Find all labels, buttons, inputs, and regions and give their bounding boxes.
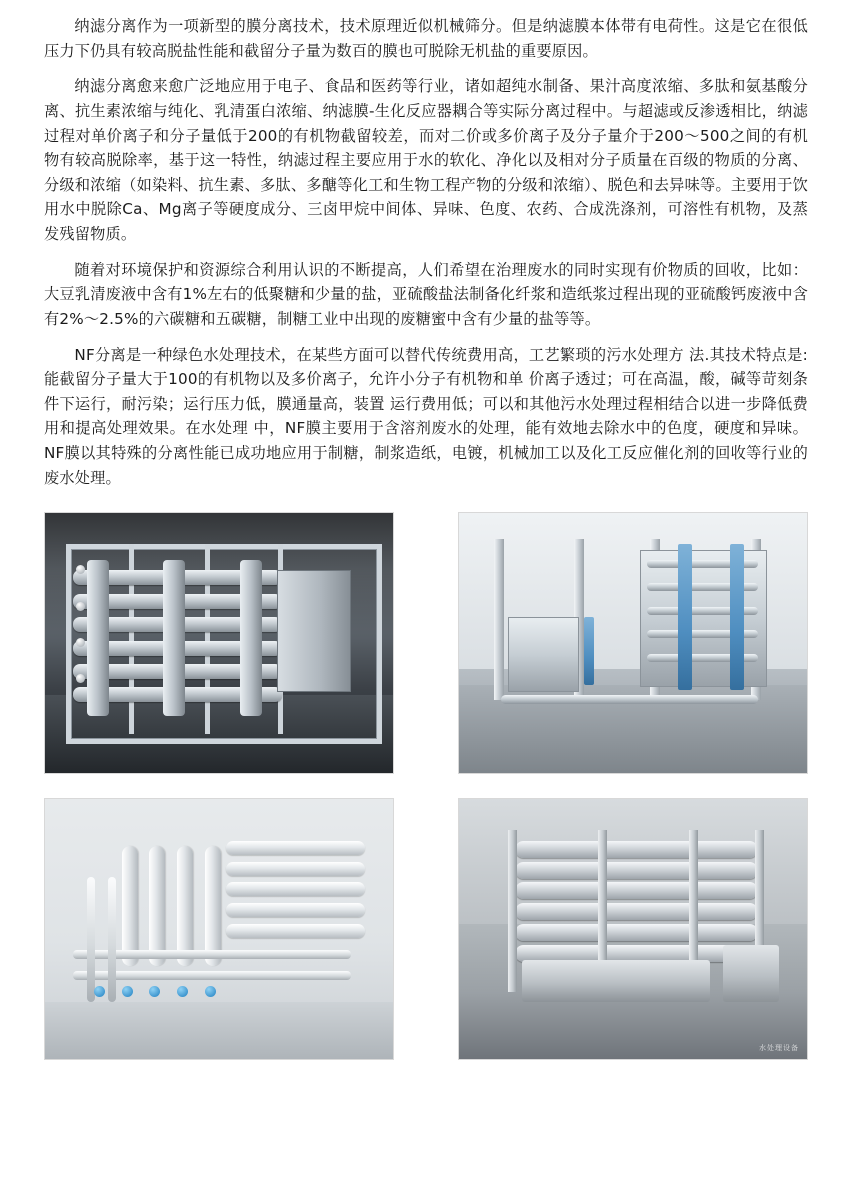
photo2-blue-panel-3: [584, 617, 594, 685]
paragraph-1: 纳滤分离作为一项新型的膜分离技术，技术原理近似机械筛分。但是纳滤膜本体带有电荷性。这是它在很低压力下仍具有较高脱盐性能和截留分子量为数百的膜也可脱除无机盐的重要原因。: [44, 17, 808, 60]
photo3-vertical-column-2: [149, 846, 165, 966]
photo4-support-post-1: [508, 830, 517, 991]
photo3-membrane-housing-5: [226, 924, 365, 938]
gallery-photo-membrane-plant-bright: [458, 512, 808, 774]
photo2-header-pipe: [501, 695, 759, 704]
photo1-valve-knob-2: [76, 602, 85, 611]
gallery-photo-ro-skid-dark-hall: [44, 512, 394, 774]
photo4-pressure-vessel-1: [515, 841, 759, 858]
photo1-riser-pipe-3: [240, 560, 262, 716]
photo3-vertical-column-3: [177, 846, 193, 966]
photo3-blue-valve-3: [149, 986, 160, 997]
photo3-membrane-housing-3: [226, 882, 365, 896]
photo3-riser-2: [108, 877, 116, 1002]
photo4-watermark: 水处理设备: [759, 1044, 799, 1053]
photo2-column-1: [494, 539, 504, 700]
photo4-pressure-vessel-4: [515, 903, 759, 920]
photo3-blue-valve-1: [94, 986, 105, 997]
photo2-blue-panel-2: [730, 544, 744, 690]
photo3-blue-valve-5: [205, 986, 216, 997]
paragraph-2: 纳滤分离愈来愈广泛地应用于电子、食品和医药等行业，诸如超纯水制备、果汁高度浓缩、多肽和氨基酸分离、抗生素浓缩与纯化、乳清蛋白浓缩、纳滤膜-生化反应器耦合等实际分离过程中。与超滤或反渗透相比，纳滤过程对单价离子和分子量低于200的有机物截留较差，而对二价或多价离子及分子量介于200～500之间的有机物有较高脱除率，基于这一特性，纳滤过程主要应用于水的软化、净化以及相对分子质量在百级的物质的分离、分级和浓缩（如染料、抗生素、多肽、多醣等化工和生物工程产物的分级和浓缩）、脱色和去异味等。主要用于饮用水中脱除Ca、Mg离子等硬度成分、三卤甲烷中间体、异味、色度、农药、合成洗涤剂，可溶性有机物，及蒸发残留物质。: [44, 77, 808, 243]
gallery-photo-white-pipework-skid: [44, 798, 394, 1060]
photo2-blue-panel-1: [678, 544, 692, 690]
paragraph-4: NF分离是一种绿色水处理技术，在某些方面可以替代传统费用高，工艺繁琐的污水处理方 法.其技术特点是:能截留分子量大于100的有机物以及多价离子，允许小分子有机物和单 价离子透过；可在高温，酸，碱等苛刻条件下运行，耐污染；运行压力低，膜通量高，装置 运行费用低；可以和其他污水处理过程相结合以进一步降低费用和提高处理效果。在水处理 中，NF膜主要用于含溶剂废水的处理，能有效地去除水中的色度，硬度和异味。NF膜以其特殊的分离性能已成功地应用于制糖，制浆造纸，电镀，机械加工以及化工反应催化剂的回收等行业的废水处理。: [44, 345, 808, 487]
photo1-riser-pipe-1: [87, 560, 109, 716]
photo4-base-skid: [522, 960, 710, 1002]
photo2-pump-skid: [508, 617, 580, 692]
photo4-pressure-vessel-6: [515, 945, 759, 962]
photo3-vertical-column-1: [122, 846, 138, 966]
photo3-blue-valve-4: [177, 986, 188, 997]
photo1-riser-pipe-2: [163, 560, 185, 716]
photo3-blue-valve-2: [122, 986, 133, 997]
photo3-membrane-housing-1: [226, 841, 365, 855]
gallery-photo-large-ro-array: [458, 798, 808, 1060]
photo3-floor: [45, 1002, 393, 1059]
image-gallery: [44, 512, 808, 1060]
article-body: [44, 14, 808, 490]
photo1-control-panel: [277, 570, 351, 692]
paragraph-3: 随着对环境保护和资源综合利用认识的不断提高，人们希望在治理废水的同时实现有价物质的回收，比如：大豆乳清废液中含有1%左右的低聚糖和少量的盐，亚硫酸盐法制备化纤浆和造纸浆过程出现的亚硫酸钙废液中含有2%～2.5%的六碳糖和五碳糖，制糖工业中出现的废糖蜜中含有少量的盐等等。: [44, 260, 808, 328]
photo3-membrane-housing-2: [226, 862, 365, 876]
photo3-vertical-column-4: [205, 846, 221, 966]
photo4-side-tank: [723, 945, 779, 1002]
photo4-pressure-vessel-2: [515, 862, 759, 879]
photo3-membrane-housing-4: [226, 903, 365, 917]
photo4-pressure-vessel-5: [515, 924, 759, 941]
photo3-riser-1: [87, 877, 95, 1002]
photo2-membrane-rack: [640, 550, 767, 687]
photo4-pressure-vessel-3: [515, 882, 759, 899]
